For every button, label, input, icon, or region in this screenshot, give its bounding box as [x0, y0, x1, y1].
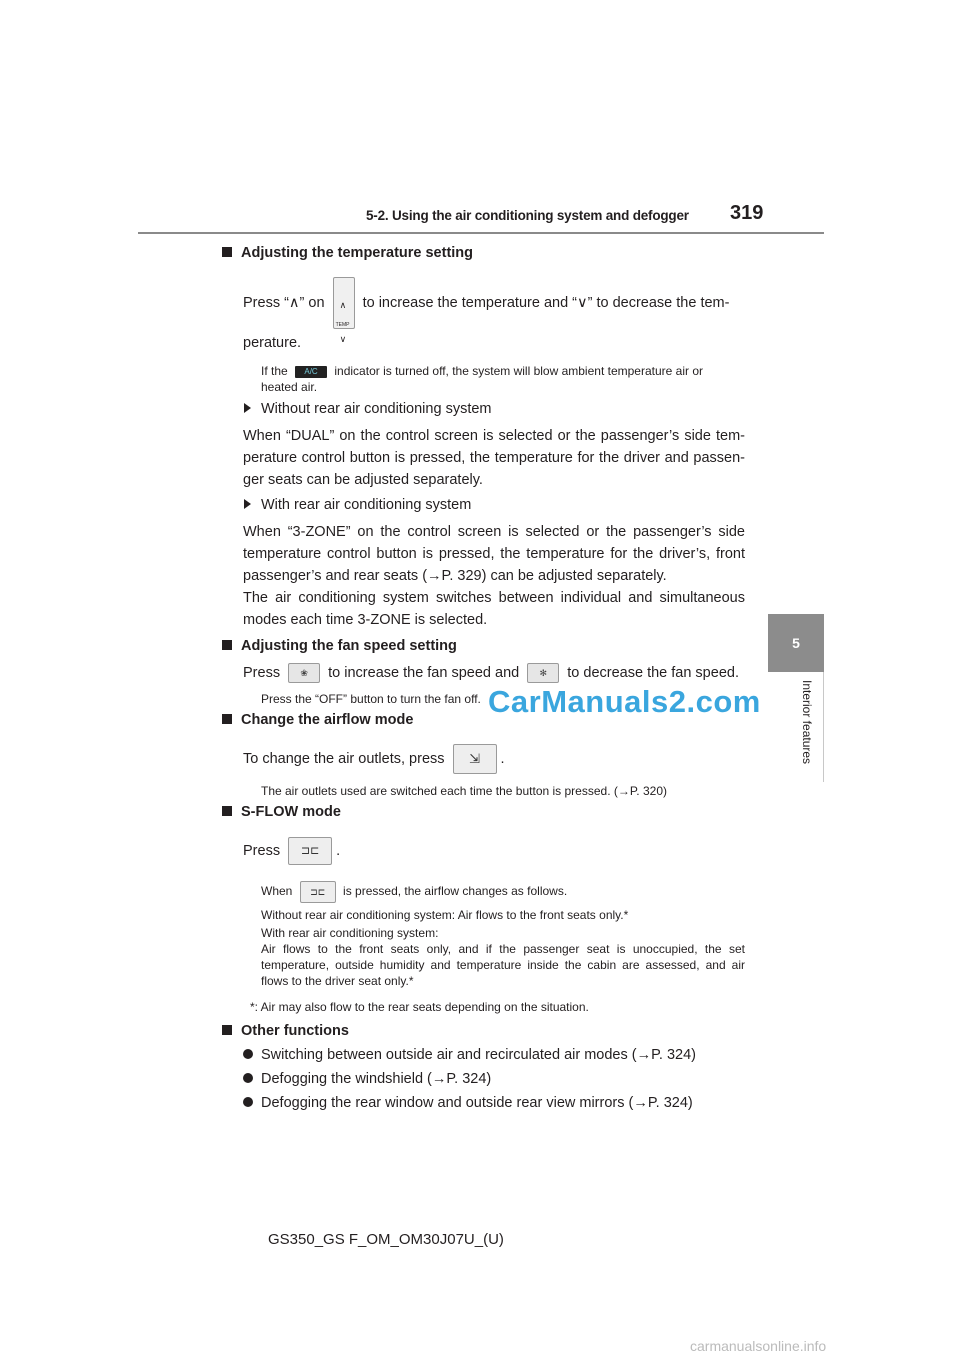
- header-rule: [138, 232, 824, 234]
- heading-fan: Adjusting the fan speed setting: [222, 638, 457, 654]
- airflow-mode-icon: ⇲: [453, 744, 497, 774]
- fan-line: Press ❀ to increase the fan speed and ✻ to decrease the fan speed.: [243, 662, 745, 684]
- heading-other: Other functions: [222, 1023, 349, 1039]
- square-bullet-icon: [222, 640, 232, 650]
- square-bullet-icon: [222, 806, 232, 816]
- sflow-note: When ⊐⊏ is pressed, the airflow changes as follows.: [261, 880, 745, 903]
- chapter-divider: [823, 672, 824, 782]
- subheading-with-rear: With rear air conditioning system: [244, 497, 471, 513]
- temperature-line2: perature.: [243, 335, 302, 351]
- sflow-note-with-rear: With rear air conditioning system:: [261, 926, 439, 940]
- sflow-icon: ⊐⊏: [288, 837, 332, 865]
- list-item: Defogging the windshield (→P. 324): [243, 1071, 491, 1087]
- paragraph-dual: When “DUAL” on the control screen is selected or the passenger’s side tem- perature control button is pressed, the temperature for the driver and passen- ger seats can be adjusted separately.: [243, 428, 745, 488]
- site-watermark: carmanualsonline.info: [690, 1338, 827, 1354]
- square-bullet-icon: [222, 247, 232, 257]
- chapter-tab: 5: [768, 614, 824, 672]
- section-title: 5-2. Using the air conditioning system and defogger: [366, 208, 689, 223]
- heading-sflow: S-FLOW mode: [222, 804, 341, 820]
- temperature-line1: Press “∧” on ∧ TEMP ∨ to increase the temperature and “∨” to decrease the tem-: [243, 277, 745, 329]
- fan-up-icon: ❀: [288, 663, 320, 683]
- airflow-note: The air outlets used are switched each time the button is pressed. (→P. 320): [261, 784, 667, 798]
- subheading-without-rear: Without rear air conditioning system: [244, 401, 492, 417]
- ac-indicator-icon: A/C: [295, 366, 327, 378]
- list-item: Switching between outside air and recirculated air modes (→P. 324): [243, 1047, 696, 1063]
- sflow-note-detail: Air flows to the front seats only, and if the passenger seat is unoccupied, the set temperature, outside humidity and temperature inside the cabin are assessed, and air flows to the driver seat only.*: [261, 942, 745, 988]
- airflow-line: To change the air outlets, press ⇲ .: [243, 744, 745, 774]
- sflow-note-without-rear: Without rear air conditioning system: Air flows to the front seats only.*: [261, 908, 629, 922]
- page-number: 319: [730, 202, 764, 224]
- sflow-small-icon: ⊐⊏: [300, 881, 336, 903]
- triangle-bullet-icon: [244, 499, 251, 509]
- footnote: *: Air may also flow to the rear seats depending on the situation.: [250, 1000, 589, 1014]
- chapter-label: Interior features: [800, 680, 814, 765]
- circle-bullet-icon: [243, 1049, 253, 1059]
- circle-bullet-icon: [243, 1097, 253, 1107]
- heading-temperature: Adjusting the temperature setting: [222, 245, 473, 261]
- paragraph-switching: The air conditioning system switches between individual and simultaneous modes each time 3-ZONE is selected.: [243, 590, 745, 628]
- sflow-line: Press ⊐⊏ .: [243, 836, 745, 866]
- temp-button-icon: ∧ TEMP ∨: [333, 277, 355, 329]
- document-code: GS350_GS F_OM_OM30J07U_(U): [268, 1231, 504, 1248]
- fan-down-icon: ✻: [527, 663, 559, 683]
- paragraph-3zone: When “3-ZONE” on the control screen is selected or the passenger’s side temperature control button is pressed, the temperature for the driver’s, front passenger’s and rear seats (→P. 329) can be adjusted separately.: [243, 524, 745, 584]
- square-bullet-icon: [222, 714, 232, 724]
- watermark: CarManuals2.com: [488, 684, 761, 719]
- fan-note: Press the “OFF” button to turn the fan off.: [261, 692, 481, 706]
- temperature-note: If the A/C indicator is turned off, the system will blow ambient temperature air or heated air.: [261, 364, 703, 394]
- triangle-bullet-icon: [244, 403, 251, 413]
- square-bullet-icon: [222, 1025, 232, 1035]
- heading-airflow: Change the airflow mode: [222, 712, 413, 728]
- circle-bullet-icon: [243, 1073, 253, 1083]
- list-item: Defogging the rear window and outside rear view mirrors (→P. 324): [243, 1095, 693, 1111]
